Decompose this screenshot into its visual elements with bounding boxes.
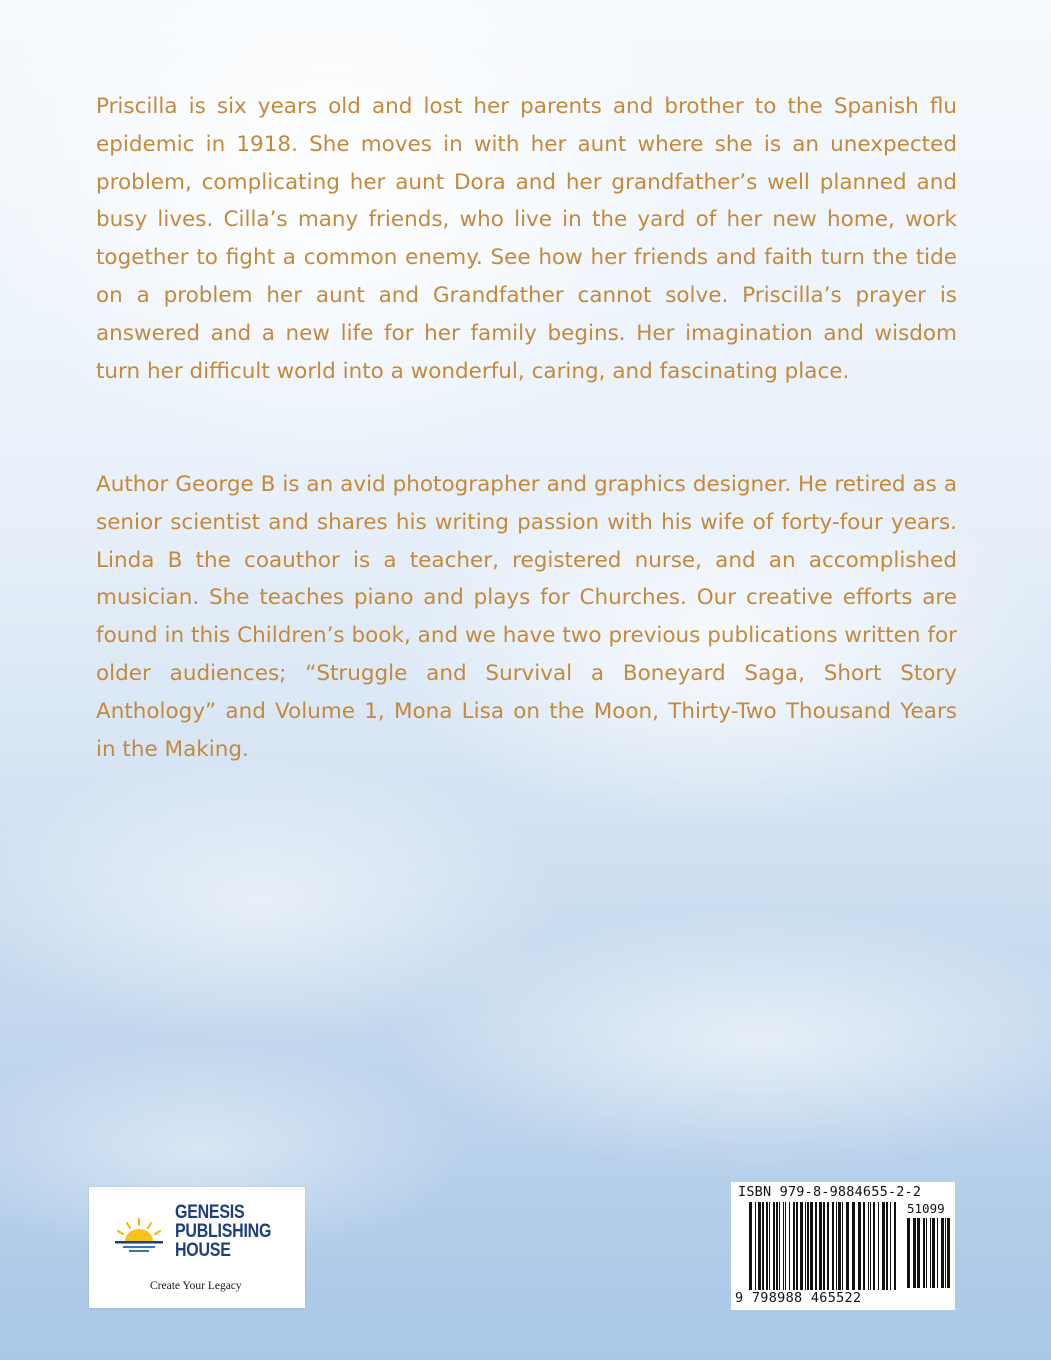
barcode-bar xyxy=(762,1202,764,1290)
barcode-bar xyxy=(776,1202,778,1290)
barcode-bar xyxy=(917,1218,920,1288)
barcode-bar xyxy=(926,1218,927,1288)
barcode-bar xyxy=(913,1218,916,1288)
barcode-bar xyxy=(852,1202,855,1290)
barcode-bar xyxy=(783,1202,784,1290)
barcode-bar xyxy=(819,1202,822,1290)
barcode-bar xyxy=(793,1202,795,1290)
barcode-bar xyxy=(785,1202,786,1290)
barcode-bar xyxy=(930,1218,931,1288)
barcode-bar xyxy=(769,1202,770,1290)
barcode-bar xyxy=(807,1202,809,1290)
barcode-bar xyxy=(907,1218,910,1288)
barcode-bar xyxy=(810,1202,813,1290)
barcode-bar xyxy=(890,1202,891,1290)
barcode-digits: 9 798988 465522 xyxy=(735,1290,862,1306)
barcode-bar xyxy=(894,1202,896,1290)
price-code: 51099 xyxy=(907,1201,945,1216)
barcode-bar xyxy=(923,1218,925,1288)
sunrise-icon xyxy=(113,1217,165,1257)
synopsis-paragraph: Priscilla is six years old and lost her parents and brother to the Spanish flu epidemic in 1918. She moves in with her aunt where she is an unexpected problem, complicating her aunt Dora and her grandfather’s well planned and busy lives. Cilla’s many friends, who live in the yard of her new home, work together to fight a common enemy. See how her friends and faith turn the tide on a problem her aunt and Grandfather cannot solve. Priscilla’s prayer is answered and a new life for her family begins. Her imagination and wisdom turn her difficult world into a wonderful, caring, and fascinating place. xyxy=(96,94,957,384)
barcode-bar xyxy=(800,1202,803,1290)
barcode-bar xyxy=(789,1202,790,1290)
barcode-bar xyxy=(758,1202,761,1290)
barcode-bar xyxy=(863,1202,865,1290)
isbn-label: ISBN 979-8-9884655-2-2 xyxy=(738,1184,922,1200)
author-bio-paragraph: Author George B is an avid photographer and graphics designer. He retired as a senior scientist and shares his writing passion with his wife of forty-four years. Linda B the coauthor is a teacher, registered nurse, and an accomplished musician. She teaches piano and plays for Churches. Our creative efforts are found in this Children’s book, and we have two previous publications written for older audiences; “Struggle and Survival a Boneyard Saga, Short Story Anthology” and Volume 1, Mona Lisa on the Moon, Thirty-Two Thousand Years in the Making. xyxy=(96,472,957,762)
barcode-bar xyxy=(868,1202,869,1290)
barcode-bar xyxy=(882,1202,885,1290)
barcode-bar xyxy=(836,1202,837,1290)
publisher-name-line3: HOUSE xyxy=(175,1239,231,1261)
barcode-bar xyxy=(945,1218,946,1288)
publisher-name-line1: GENESIS xyxy=(175,1201,245,1223)
barcode-bar xyxy=(858,1202,861,1290)
barcode-bar xyxy=(873,1202,875,1290)
barcode-bar xyxy=(766,1202,768,1290)
barcode-bar xyxy=(827,1202,829,1290)
barcode-bar xyxy=(838,1202,841,1290)
publisher-name-line2: PUBLISHING xyxy=(175,1220,272,1242)
barcode-bar xyxy=(886,1202,888,1290)
barcode-bar xyxy=(815,1202,817,1290)
barcode-bar xyxy=(796,1202,798,1290)
barcode-bar xyxy=(937,1218,938,1288)
barcode-bar xyxy=(749,1202,752,1290)
barcode-bar xyxy=(755,1202,756,1290)
barcode-bar xyxy=(846,1202,849,1290)
barcode-bar xyxy=(878,1202,879,1290)
barcode-bar xyxy=(932,1218,935,1288)
barcode-bar xyxy=(773,1202,775,1290)
barcode-bar xyxy=(941,1218,944,1288)
barcode-bar xyxy=(832,1202,834,1290)
publisher-logo xyxy=(89,1187,305,1308)
publisher-tagline: Create Your Legacy xyxy=(150,1280,242,1292)
barcode-bar xyxy=(823,1202,825,1290)
barcode-bar xyxy=(779,1202,780,1290)
barcode-bar xyxy=(805,1202,806,1290)
barcode-bar xyxy=(870,1202,871,1290)
barcode-bar xyxy=(842,1202,843,1290)
barcode-bar xyxy=(947,1218,950,1288)
isbn-barcode xyxy=(731,1182,955,1310)
